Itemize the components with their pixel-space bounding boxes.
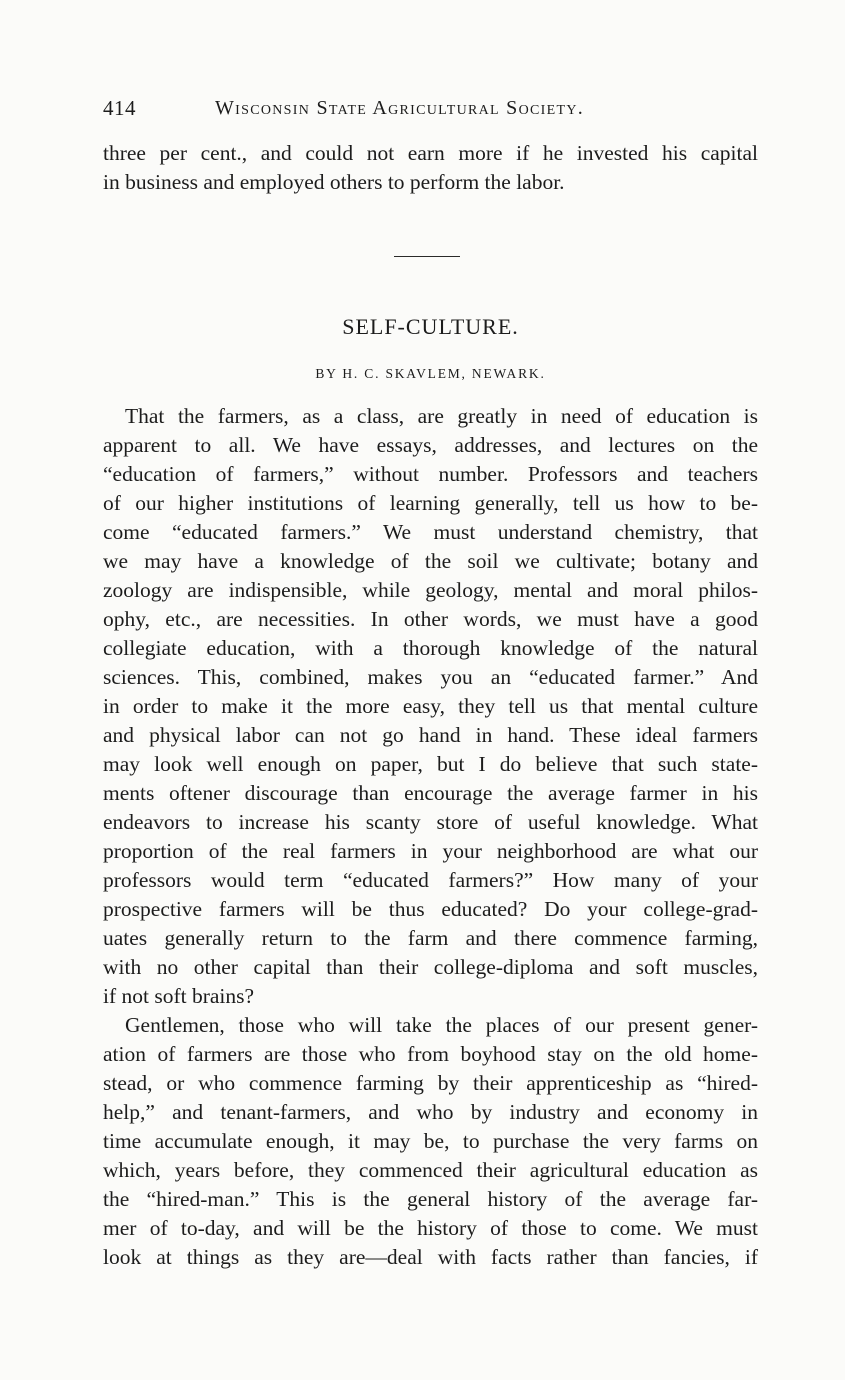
- page-header: [103, 96, 758, 126]
- paragraph-line: proportion of the real farmers in your neighborhood are what our: [103, 839, 758, 863]
- paragraph-line: sciences. This, combined, makes you an “educated farmer.” And: [103, 665, 758, 689]
- paragraph-line: the “hired-man.” This is the general history of the average far-: [103, 1187, 758, 1211]
- paragraph-line: Gentlemen, those who will take the places of our present gener-: [125, 1013, 758, 1037]
- paragraph-line: “education of farmers,” without number. Professors and teachers: [103, 462, 758, 486]
- paragraph-line: collegiate education, with a thorough knowledge of the natural: [103, 636, 758, 660]
- paragraph-line: professors would term “educated farmers?” How many of your: [103, 868, 758, 892]
- paragraph-line: of our higher institutions of learning generally, tell us how to be-: [103, 491, 758, 515]
- paragraph-line: ophy, etc., are necessities. In other words, we must have a good: [103, 607, 758, 631]
- paragraph-line: which, years before, they commenced their agricultural education as: [103, 1158, 758, 1182]
- running-head: Wisconsin State Agricultural Society.: [215, 97, 585, 119]
- paragraph-line: if not soft brains?: [103, 984, 255, 1008]
- page-number: 414: [103, 96, 136, 120]
- paragraph-line: help,” and tenant-farmers, and who by industry and economy in: [103, 1100, 758, 1124]
- paragraph-line: That the farmers, as a class, are greatly in need of education is: [125, 404, 758, 428]
- paragraph-line: look at things as they are—deal with facts rather than fancies, if: [103, 1245, 758, 1269]
- paragraph-line: uates generally return to the farm and there commence farming,: [103, 926, 758, 950]
- paragraph-line: we may have a knowledge of the soil we cultivate; botany and: [103, 549, 758, 573]
- paragraph-line: stead, or who commence farming by their apprenticeship as “hired-: [103, 1071, 758, 1095]
- paragraph-line: mer of to-day, and will be the history of those to come. We must: [103, 1216, 758, 1240]
- paragraph-line: with no other capital than their college-diploma and soft muscles,: [103, 955, 758, 979]
- paragraph-line: may look well enough on paper, but I do believe that such state-: [103, 752, 758, 776]
- paragraph-line: prospective farmers will be thus educated? Do your college-grad-: [103, 897, 758, 921]
- paragraph-line: endeavors to increase his scanty store of useful knowledge. What: [103, 810, 758, 834]
- article-title: SELF-CULTURE.: [342, 314, 519, 339]
- paragraph-line: in order to make it the more easy, they tell us that mental culture: [103, 694, 758, 718]
- paragraph-line: zoology are indispensible, while geology, mental and moral philos-: [103, 578, 758, 602]
- paragraph-line: and physical labor can not go hand in hand. These ideal farmers: [103, 723, 758, 747]
- paragraph-line: time accumulate enough, it may be, to purchase the very farms on: [103, 1129, 758, 1153]
- paragraph-line: come “educated farmers.” We must understand chemistry, that: [103, 520, 758, 544]
- article-byline: BY H. C. SKAVLEM, NEWARK.: [315, 366, 546, 381]
- paragraph-line: ation of farmers are those who from boyhood stay on the old home-: [103, 1042, 758, 1066]
- paragraph-line: apparent to all. We have essays, addresses, and lectures on the: [103, 433, 758, 457]
- intro-line: three per cent., and could not earn more if he invested his capital: [103, 141, 758, 165]
- paragraph-line: ments oftener discourage than encourage the average farmer in his: [103, 781, 758, 805]
- section-divider: [394, 256, 460, 257]
- intro-line: in business and employed others to perform the labor.: [103, 170, 565, 194]
